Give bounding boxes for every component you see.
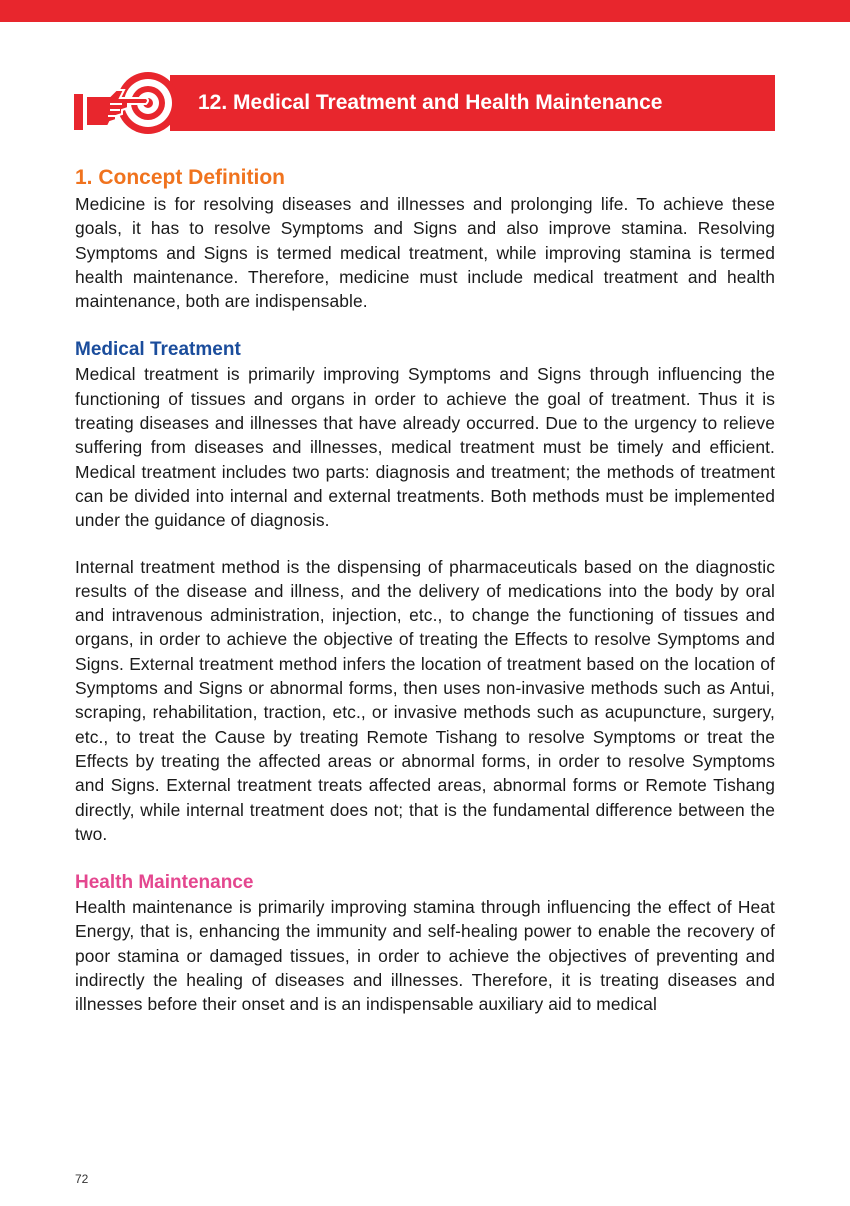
page-number: 72 — [75, 1172, 89, 1186]
intro-paragraph: Medicine is for resolving diseases and illnesses and prolonging life. To achieve these goals, it has to resolve Symptoms and Signs and also improve stamina. Resolving Symptoms and Signs is termed medical treatment, while improving stamina is termed health maintenance. Therefore, medicine must include medical treatment and health maintenance, both are indispensable. — [75, 194, 775, 312]
top-accent-bar — [0, 0, 850, 22]
chapter-banner — [170, 75, 775, 131]
pointing-hand-target-icon — [70, 70, 182, 136]
medical-treatment-heading: Medical Treatment — [75, 339, 241, 361]
medical-treatment-paragraph-1: Medical treatment is primarily improving Symptoms and Signs through influencing the functioning of tissues and organs in order to achieve the goal of treatment. Thus it is treating diseases and illnesses that have already occurred. Due to the urgency to relieve suffering from diseases and illnesses, medical treatment must be timely and efficient. Medical treatment includes two parts: diagnosis and treatment; the methods of treatment can be divided into internal and external treatments. Both methods must be implemented under the guidance of diagnosis. — [75, 364, 775, 531]
medical-treatment-paragraph-2: Internal treatment method is the dispensing of pharmaceuticals based on the diagnostic results of the disease and illness, and the delivery of medications into the body by oral and intravenous administration, injection, etc., to change the functioning of tissues and organs, in order to achieve the objective of treating the Effects to resolve Symptoms and Signs. External treatment method infers the location of treatment based on the location of Symptoms and Signs or abnormal forms, then uses non-invasive methods such as Antui, scraping, rehabilitation, traction, etc., or invasive methods such as acupuncture, surgery, etc., to treat the Cause by treating Remote Tishang to resolve Symptoms or treat the Effects by treating the affected areas or abnormal forms, in order to resolve Symptoms and Signs. External treatment treats affected areas, abnormal forms or Remote Tishang directly, while internal treatment does not; that is the fundamental difference between the two. — [75, 556, 775, 844]
section-heading: 1. Concept Definition — [75, 166, 285, 189]
main-content — [75, 164, 775, 1017]
chapter-title: 12. Medical Treatment and Health Maintenance — [198, 91, 663, 114]
health-maintenance-heading: Health Maintenance — [75, 872, 254, 894]
health-maintenance-paragraph-1: Health maintenance is primarily improving stamina through influencing the effect of Heat Energy, that is, enhancing the immunity and self-healing power to enable the recovery of poor stamina or damaged tissues, in order to achieve the objectives of preventing and indirectly the healing of diseases and illnesses. Therefore, it is treating diseases and illnesses before their onset and is an indispensable auxiliary aid to medical — [75, 897, 775, 1015]
